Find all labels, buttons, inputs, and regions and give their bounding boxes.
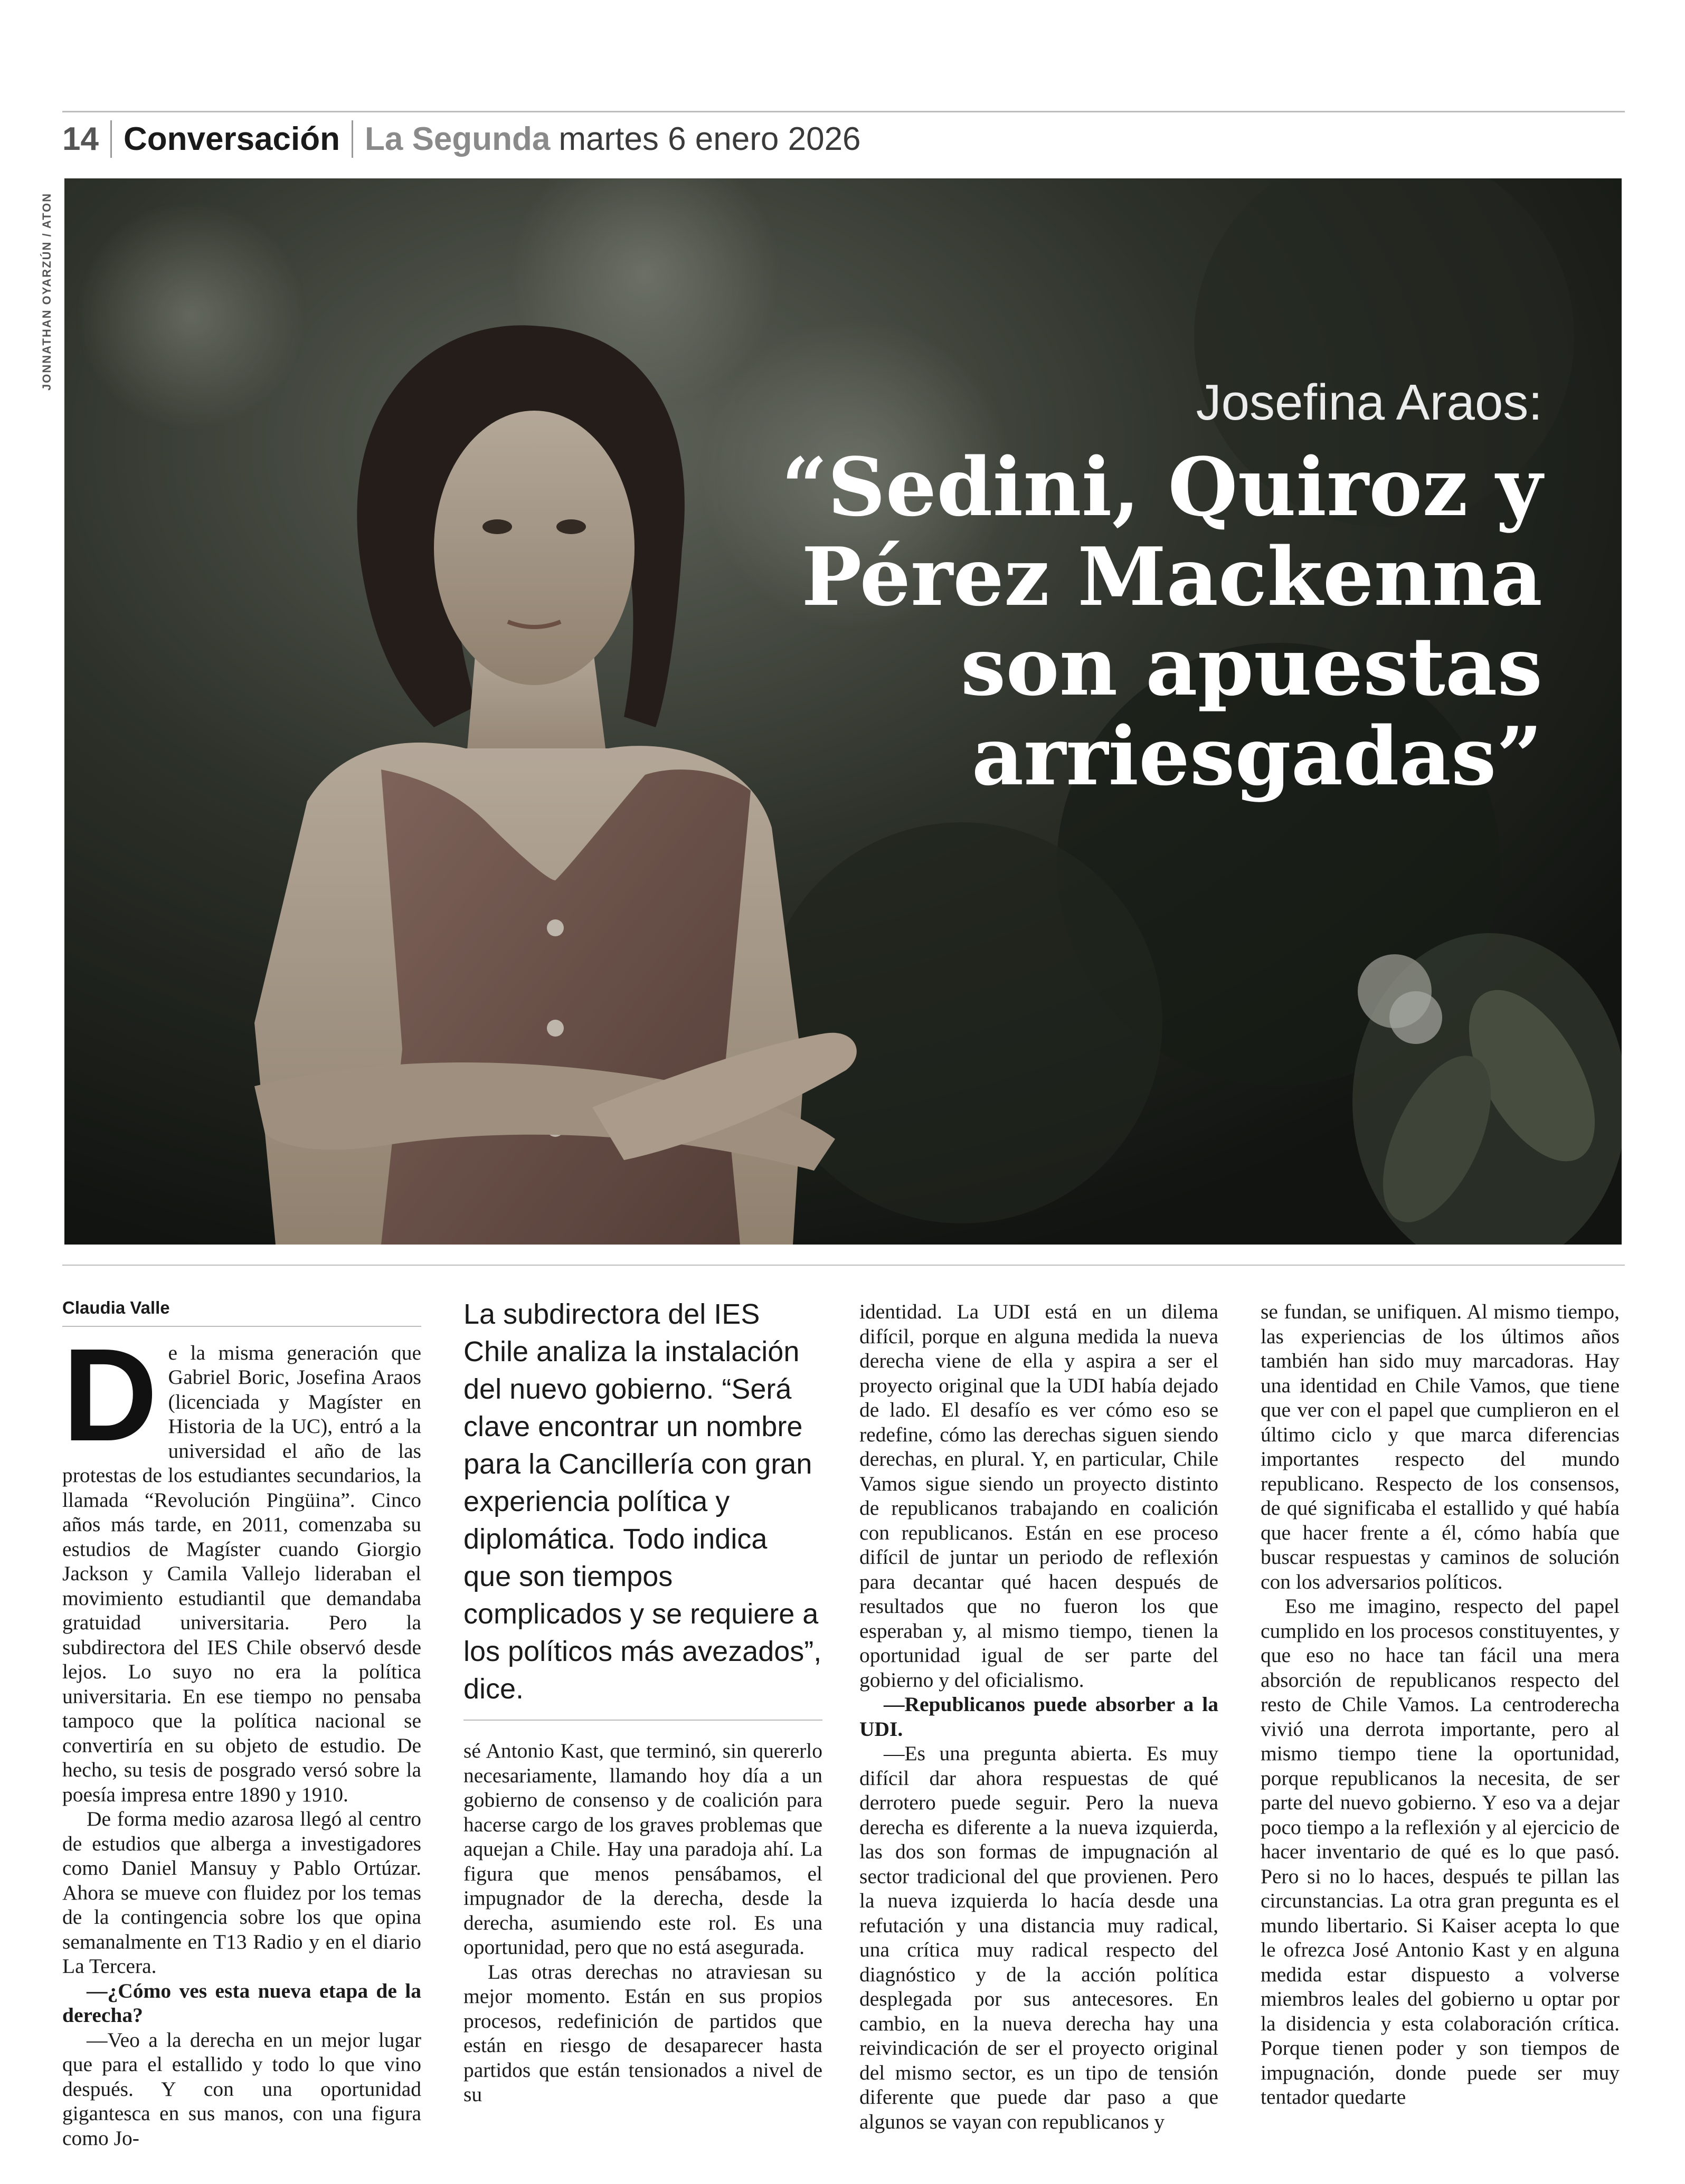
page-number: 14 bbox=[62, 121, 99, 157]
photo-bottom-rule bbox=[62, 1265, 1625, 1266]
headline-line: Pérez Mackenna bbox=[801, 529, 1542, 624]
hero-photo bbox=[64, 178, 1622, 1245]
paragraph: Eso me imagino, respecto del papel cumplido en los procesos constituyentes, y que eso no hace tan fácil una mera absorción de republicanos respecto del resto de Chile Vamos. La centroderecha vivió una derrota importante, pero al mismo tiempo tiene la oportunidad, porque republicanos la necesita, de ser parte del nuevo gobierno. Y eso va a dejar poco tiempo a la reflexión y al ejercicio de hacer inventario de qué es lo que pasó. Pero si no lo haces, después te pillan las circunstancias. La otra gran pregunta es el mundo libertario. Si Kaiser acepta lo que le ofrezca José Antonio Kast y en alguna medida estar dispuesto a volverse miembros leales del gobierno u optar por la disidencia y esta colaboración crítica. Porque tienen poder y son tiempos de impugnación, donde puede ser muy tentador quedarte bbox=[1261, 1594, 1620, 2109]
paragraph: —Es una pregunta abierta. Es muy difícil dar ahora respuestas de qué derrotero puede seguir. Pero la nueva derecha es diferente a la nueva izquierda, las dos son formas de impugnación al sector tradicional del que provienen. Pero la nueva izquierda lo hacía desde una refutación y una distancia muy radical, una crítica muy radical respecto del diagnóstico y de la acción política desplegada por sus antecesores. En cambio, en la nueva derecha hay una reivindicación de ser el proyecto original del mismo sector, es un tipo de tensión diferente que puede dar paso a que algunos se vayan con republicanos y bbox=[859, 1742, 1218, 2133]
lead-paragraph bbox=[62, 1321, 421, 1807]
interview-question: —Republicanos puede absorber a la UDI. bbox=[859, 1693, 1218, 1741]
drop-cap: D bbox=[62, 1321, 158, 1468]
paragraph: De forma medio azarosa llegó al centro de estudios que alberga a investigadores como Daniel Mansuy y Pablo Ortúzar. Ahora se mueve con fluidez por los temas de la contingencia sobre los que opina semanalmente en T13 Radio y en el diario La Tercera. bbox=[62, 1807, 421, 1978]
byline: Claudia Valle bbox=[62, 1296, 421, 1327]
headline-line: son apuestas bbox=[960, 619, 1542, 714]
newspaper-name: La Segunda bbox=[352, 120, 550, 158]
article-column-3 bbox=[859, 1299, 1218, 2134]
paragraph: se fundan, se unifiquen. Al mismo tiempo, las experiencias de los últimos años también han sido muy marcadoras. Hay una identidad en Chile Vamos, que tiene que ver con el papel que cumplieron en el último ciclo y que marca diferencias importantes respecto del mundo republicano. Respecto de los consensos, de qué significaba el estallido y qué había que hacer frente a él, cómo había que buscar respuestas y caminos de solución con los adversarios políticos. bbox=[1261, 1300, 1620, 1593]
headline-kicker: Josefina Araos: bbox=[1196, 374, 1542, 431]
issue-date: martes 6 enero 2026 bbox=[558, 121, 861, 157]
section-name: Conversación bbox=[110, 120, 352, 158]
article-column-4 bbox=[1261, 1299, 1620, 2110]
paragraph: Las otras derechas no atraviesan su mejor momento. Están en sus propios procesos, redefinición de partidos que están en riesgo de desaparecer hasta partidos que están tensionados a nivel de su bbox=[463, 1960, 822, 2106]
top-rule bbox=[62, 111, 1625, 112]
paragraph: —Veo a la derecha en un mejor lugar que para el estallido y todo lo que vino después. Y con una oportunidad gigantesca en sus manos, con una figura como Jo- bbox=[62, 2028, 421, 2150]
lead-text: e la misma generación que Gabriel Boric, Josefina Araos (licenciada y Magíster en Historia de la UC), entró a la universidad el año de las protestas de los estudiantes secundarios, la llamada “Revolución Pingüina”. Cinco años más tarde, en 2011, comenzaba su estudios de Magíster cuando Giorgio Jackson y Camila Vallejo lideraban el movimiento estudiantil que demandaba gratuidad universitaria. Pero la subdirectora del IES Chile observó desde lejos. Lo suyo no era la política universitaria. En ese tiempo no pensaba tampoco que la política nacional se convertiría en su objeto de estudio. De hecho, su tesis de posgrado versó sobre la poesía impresa entre 1890 y 1910. bbox=[62, 1341, 421, 1806]
headline-line: arriesgadas” bbox=[971, 709, 1542, 803]
headline-line: “Sedini, Quiroz y bbox=[781, 440, 1542, 534]
paragraph: sé Antonio Kast, que terminó, sin quererlo necesariamente, llamando hoy día a un gobierno de consenso y de coalición para hacerse cargo de los graves problemas que aquejan a Chile. Hay una paradoja ahí. La figura que menos pensábamos, el impugnador de la derecha, desde la derecha, asumiendo este rol. Es una oportunidad, pero que no está asegurada. bbox=[463, 1739, 822, 1959]
headline bbox=[645, 442, 1542, 801]
page-header bbox=[62, 120, 861, 163]
paragraph: identidad. La UDI está en un dilema difícil, porque en alguna medida la nueva derecha viene de ella y aspira a ser el proyecto original que la UDI había dejado de lado. El desafío es ver cómo eso se redefine, cómo las derechas siguen siendo derechas, en plural. Y, en particular, Chile Vamos sigue siendo un proyecto distinto de republicanos trabajando en coalición con republicanos. Están en ese proceso difícil de juntar un periodo de reflexión para decantar qué hacen después de resultados que no fueron los que esperaban y, al mismo tiempo, tienen la oportunidad igual de ser parte del gobierno y del oficialismo. bbox=[859, 1300, 1218, 1692]
interview-question: —¿Cómo ves esta nueva etapa de la derecha? bbox=[62, 1979, 421, 2027]
pull-quote: La subdirectora del IES Chile analiza la instalación del nuevo gobierno. “Será clave encontrar un nombre para la Cancillería con gran experiencia política y diplomática. Todo indica que son tiempos complicados y se requiere a los políticos más avezados”, dice. bbox=[463, 1296, 822, 1721]
article-column-1 bbox=[62, 1296, 421, 2150]
article-column-2 bbox=[463, 1296, 822, 2107]
photo-credit: JONNATHAN OYARZÚN / ATON bbox=[40, 192, 53, 391]
